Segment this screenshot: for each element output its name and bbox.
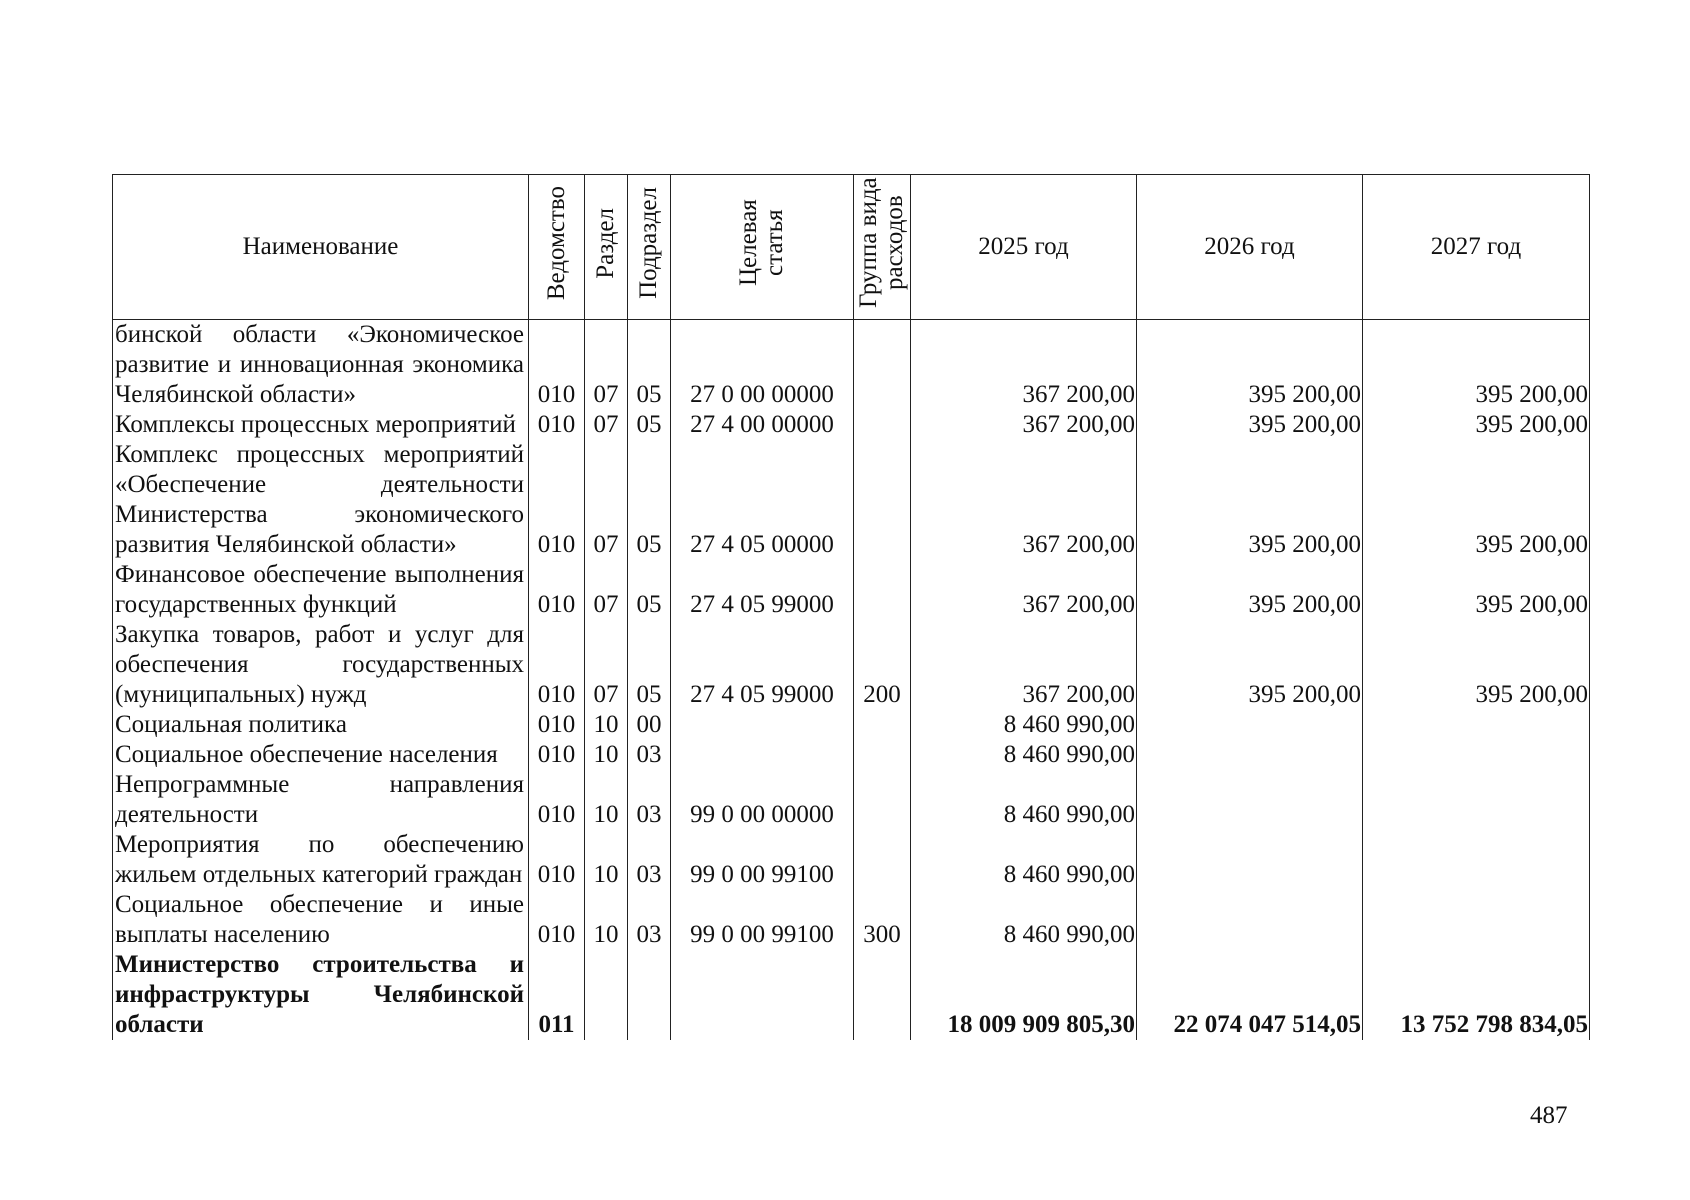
cell-name: Закупка товаров, работ и услуг для обеспечения государственных (муниципальных) нужд bbox=[113, 620, 529, 710]
cell-razdel bbox=[585, 950, 628, 1040]
header-razdel bbox=[585, 175, 628, 320]
cell-y2026: 395 200,00 bbox=[1137, 620, 1363, 710]
cell-razdel: 07 bbox=[585, 560, 628, 620]
table-row bbox=[113, 740, 1590, 770]
cell-y2025: 367 200,00 bbox=[911, 620, 1137, 710]
cell-y2027: 395 200,00 bbox=[1363, 320, 1590, 411]
cell-celevaya: 27 4 05 99000 bbox=[671, 560, 854, 620]
table-row bbox=[113, 410, 1590, 440]
header-y2027 bbox=[1363, 175, 1590, 320]
cell-y2025: 8 460 990,00 bbox=[911, 890, 1137, 950]
table-row bbox=[113, 950, 1590, 1040]
cell-ved: 010 bbox=[529, 830, 585, 890]
cell-name: Мероприятия по обеспечению жильем отдельных категорий граждан bbox=[113, 830, 529, 890]
cell-y2025: 8 460 990,00 bbox=[911, 710, 1137, 740]
cell-gruppa: 200 bbox=[854, 620, 911, 710]
cell-podrazdel: 00 bbox=[628, 710, 671, 740]
table-row bbox=[113, 830, 1590, 890]
cell-ved: 010 bbox=[529, 890, 585, 950]
cell-podrazdel: 05 bbox=[628, 620, 671, 710]
cell-y2027 bbox=[1363, 830, 1590, 890]
cell-y2026 bbox=[1137, 770, 1363, 830]
cell-gruppa bbox=[854, 440, 911, 560]
page-number: 487 bbox=[1530, 1102, 1568, 1129]
header-gruppa bbox=[854, 175, 911, 320]
cell-y2025: 367 200,00 bbox=[911, 320, 1137, 411]
cell-ved: 010 bbox=[529, 740, 585, 770]
cell-ved: 010 bbox=[529, 710, 585, 740]
cell-gruppa bbox=[854, 710, 911, 740]
cell-y2027: 13 752 798 834,05 bbox=[1363, 950, 1590, 1040]
cell-name: Министерство строительства и инфраструктуры Челябинской области bbox=[113, 950, 529, 1040]
cell-name: Комплекс процессных мероприятий «Обеспечение деятельности Министерства экономического развития Челябинской области» bbox=[113, 440, 529, 560]
cell-gruppa bbox=[854, 410, 911, 440]
cell-y2025: 8 460 990,00 bbox=[911, 830, 1137, 890]
table-row bbox=[113, 440, 1590, 560]
table-body bbox=[113, 320, 1590, 1041]
cell-podrazdel: 03 bbox=[628, 740, 671, 770]
table-row bbox=[113, 890, 1590, 950]
cell-celevaya: 99 0 00 99100 bbox=[671, 830, 854, 890]
cell-y2026: 395 200,00 bbox=[1137, 410, 1363, 440]
cell-y2026 bbox=[1137, 710, 1363, 740]
header-razdel-label: Раздел bbox=[592, 207, 619, 279]
header-celevaya-label: Целевая статья bbox=[735, 199, 788, 287]
cell-podrazdel bbox=[628, 950, 671, 1040]
cell-podrazdel: 05 bbox=[628, 320, 671, 411]
table-row bbox=[113, 710, 1590, 740]
header-podrazdel-label: Подраздел bbox=[635, 187, 662, 299]
cell-y2027 bbox=[1363, 770, 1590, 830]
cell-name: Финансовое обеспечение выполнения государственных функций bbox=[113, 560, 529, 620]
cell-razdel: 10 bbox=[585, 890, 628, 950]
cell-y2027: 395 200,00 bbox=[1363, 440, 1590, 560]
cell-y2027: 395 200,00 bbox=[1363, 620, 1590, 710]
table-row bbox=[113, 770, 1590, 830]
header-podrazdel bbox=[628, 175, 671, 320]
header-y2025-label: 2025 год bbox=[978, 233, 1069, 260]
table-header-row bbox=[113, 175, 1590, 320]
cell-gruppa bbox=[854, 740, 911, 770]
cell-y2025: 367 200,00 bbox=[911, 560, 1137, 620]
header-name bbox=[113, 175, 529, 320]
cell-razdel: 10 bbox=[585, 710, 628, 740]
cell-razdel: 10 bbox=[585, 830, 628, 890]
header-ved-label: Ведомство bbox=[542, 185, 570, 301]
cell-ved: 011 bbox=[529, 950, 585, 1040]
cell-podrazdel: 05 bbox=[628, 410, 671, 440]
header-name-label: Наименование bbox=[242, 233, 399, 260]
cell-celevaya: 27 4 00 00000 bbox=[671, 410, 854, 440]
cell-y2027 bbox=[1363, 890, 1590, 950]
cell-celevaya: 27 4 05 00000 bbox=[671, 440, 854, 560]
cell-name: Социальная политика bbox=[113, 710, 529, 740]
cell-y2026: 22 074 047 514,05 bbox=[1137, 950, 1363, 1040]
cell-podrazdel: 03 bbox=[628, 830, 671, 890]
cell-name: Комплексы процессных мероприятий bbox=[113, 410, 529, 440]
table-row bbox=[113, 320, 1590, 411]
cell-razdel: 10 bbox=[585, 770, 628, 830]
cell-y2027 bbox=[1363, 740, 1590, 770]
cell-y2026 bbox=[1137, 890, 1363, 950]
cell-celevaya bbox=[671, 950, 854, 1040]
header-gruppa-label: Группа вида расходов bbox=[855, 177, 908, 309]
header-y2026-label: 2026 год bbox=[1204, 233, 1295, 260]
cell-celevaya bbox=[671, 710, 854, 740]
cell-celevaya bbox=[671, 740, 854, 770]
cell-y2025: 18 009 909 805,30 bbox=[911, 950, 1137, 1040]
cell-name: Социальное обеспечение и иные выплаты населению bbox=[113, 890, 529, 950]
table-row bbox=[113, 620, 1590, 710]
cell-y2025: 8 460 990,00 bbox=[911, 770, 1137, 830]
cell-y2025: 367 200,00 bbox=[911, 410, 1137, 440]
cell-celevaya: 27 0 00 00000 bbox=[671, 320, 854, 411]
cell-y2026: 395 200,00 bbox=[1137, 560, 1363, 620]
cell-gruppa bbox=[854, 830, 911, 890]
cell-razdel: 07 bbox=[585, 410, 628, 440]
cell-podrazdel: 05 bbox=[628, 440, 671, 560]
cell-celevaya: 99 0 00 99100 bbox=[671, 890, 854, 950]
cell-gruppa bbox=[854, 320, 911, 411]
cell-gruppa: 300 bbox=[854, 890, 911, 950]
cell-ved: 010 bbox=[529, 320, 585, 411]
cell-ved: 010 bbox=[529, 620, 585, 710]
cell-razdel: 07 bbox=[585, 620, 628, 710]
cell-y2025: 367 200,00 bbox=[911, 440, 1137, 560]
cell-ved: 010 bbox=[529, 560, 585, 620]
cell-y2026 bbox=[1137, 830, 1363, 890]
header-y2027-label: 2027 год bbox=[1430, 233, 1522, 260]
cell-gruppa bbox=[854, 560, 911, 620]
cell-celevaya: 99 0 00 00000 bbox=[671, 770, 854, 830]
cell-podrazdel: 05 bbox=[628, 560, 671, 620]
cell-razdel: 07 bbox=[585, 320, 628, 411]
cell-name: бинской области «Экономическое развитие и инновационная экономика Челябинской области» bbox=[113, 320, 529, 411]
cell-y2026: 395 200,00 bbox=[1137, 320, 1363, 411]
cell-y2027 bbox=[1363, 710, 1590, 740]
header-y2026 bbox=[1137, 175, 1363, 320]
cell-razdel: 10 bbox=[585, 740, 628, 770]
cell-ved: 010 bbox=[529, 770, 585, 830]
cell-name: Непрограммные направления деятельности bbox=[113, 770, 529, 830]
cell-celevaya: 27 4 05 99000 bbox=[671, 620, 854, 710]
cell-gruppa bbox=[854, 770, 911, 830]
header-y2025 bbox=[911, 175, 1137, 320]
cell-razdel: 07 bbox=[585, 440, 628, 560]
cell-ved: 010 bbox=[529, 410, 585, 440]
cell-y2026: 395 200,00 bbox=[1137, 440, 1363, 560]
header-ved bbox=[529, 175, 585, 320]
cell-y2027: 395 200,00 bbox=[1363, 560, 1590, 620]
cell-podrazdel: 03 bbox=[628, 890, 671, 950]
cell-name: Социальное обеспечение населения bbox=[113, 740, 529, 770]
table-row bbox=[113, 560, 1590, 620]
cell-y2026 bbox=[1137, 740, 1363, 770]
cell-y2027: 395 200,00 bbox=[1363, 410, 1590, 440]
cell-ved: 010 bbox=[529, 440, 585, 560]
cell-podrazdel: 03 bbox=[628, 770, 671, 830]
cell-y2025: 8 460 990,00 bbox=[911, 740, 1137, 770]
header-celevaya bbox=[671, 175, 854, 320]
cell-gruppa bbox=[854, 950, 911, 1040]
budget-table bbox=[112, 174, 1590, 1040]
